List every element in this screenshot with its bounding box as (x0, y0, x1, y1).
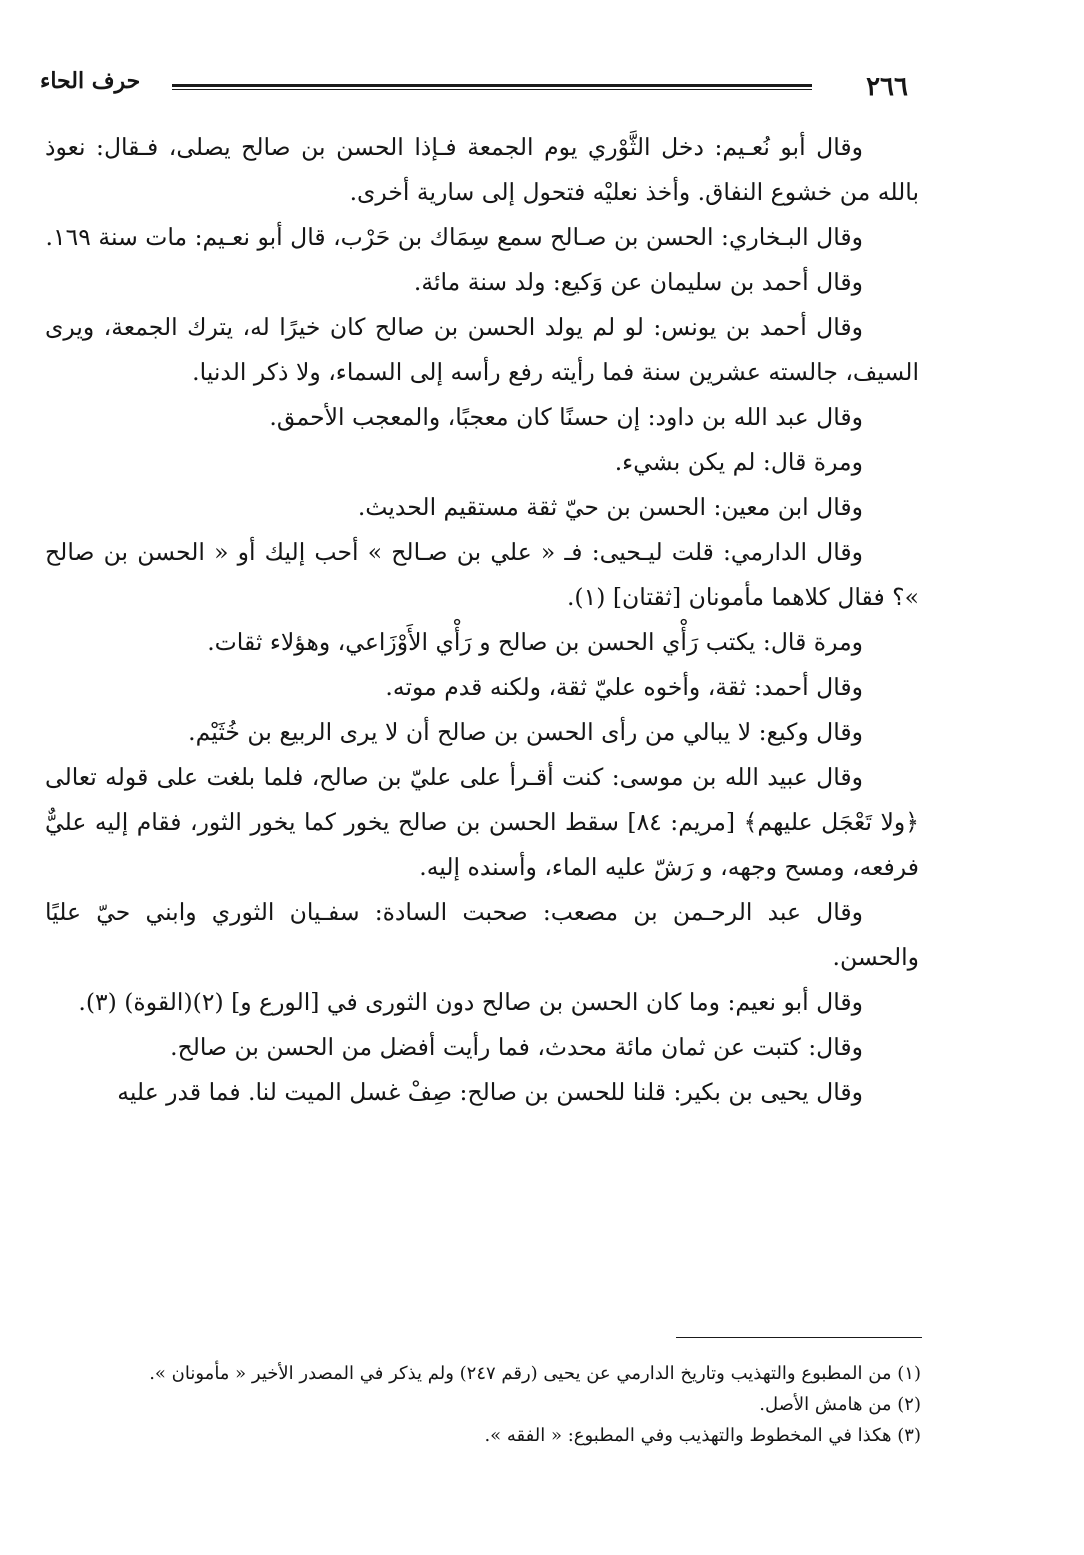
header-rule (172, 84, 812, 87)
paragraph: وقال عبيد الله بن موسى: كنت أقـرأ على عليّ بن صالح، فلما بلغت على قوله تعالى ﴿ولا تَعْجَل عليهم﴾ [مريم: ٨٤] سقط الحسن بن صالح يخور كما يخور الثور، فقام إليه عليٌّ فرفعه، ومسح وجهه، و رَشّ عليه الماء، وأسنده إليه. (45, 763, 919, 881)
paragraph: وقال أحمد: ثقة، وأخوه عليّ ثقة، ولكنه قدم موته. (385, 673, 863, 701)
paragraph: وقال الدارمي: قلت ليـحيى: فـ « علي بن صـالح » أحب إليك أو « الحسن بن صالح »؟ فقال كلاهما مأمونان [ثقتان] (١). (45, 538, 919, 611)
paragraph: ومرة قال: لم يكن بشيء. (614, 448, 863, 476)
paragraph: وقال أبو نُعـيم: دخل الثَّوْري يوم الجمعة فـإذا الحسن بن صالح يصلى، فـقال: نعوذ بالله من خشوع النفاق. وأخذ نعليْه فتحول إلى سارية أخرى. (45, 133, 919, 206)
paragraph: وقال عبد الله بن داود: إن حسنًا كان معجبًا، والمعجب الأحمق. (269, 403, 863, 431)
running-title: حرف الحاء (40, 68, 141, 94)
footnote: (٣) هكذا في المخطوط والتهذيب وفي المطبوع: « الفقه ». (484, 1425, 921, 1446)
paragraph: وقال البـخاري: الحسن بن صـالح سمع سِمَاك بن حَرْب، قال أبو نعـيم: مات سنة ١٦٩. (45, 223, 863, 251)
paragraph: وقال ابن معين: الحسن بن حيّ ثقة مستقيم الحديث. (357, 493, 863, 521)
paragraph: وقال أحمد بن يونس: لو لم يولد الحسن بن صالح كان خيرًا له، يترك الجمعة، ويرى السيف، جالسته عشرين سنة فما رأيته رفع رأسه إلى السماء، ولا ذكر الدنيا. (45, 313, 919, 386)
main-text (45, 125, 919, 1115)
paragraph: وقال عبد الرحـمن بن مصعب: صحبت السادة: سفـيان الثوري وابني حيّ عليًا والحسن. (45, 898, 919, 971)
footnote-separator (676, 1337, 922, 1338)
footnote: (٢) من هامش الأصل. (759, 1394, 921, 1415)
footnotes (45, 1358, 921, 1451)
page-number: ٢٦٦ (866, 72, 908, 102)
paragraph: وقال وكيع: لا يبالي من رأى الحسن بن صالح أن لا يرى الربيع بن خُثَيْم. (188, 718, 863, 746)
paragraph: ومرة قال: يكتب رَأْي الحسن بن صالح و رَأْي الأَوْزَاعي، وهؤلاء ثقات. (207, 628, 863, 656)
paragraph: وقال يحيى بن بكير: قلنا للحسن بن صالح: صِفْ غسل الميت لنا. فما قدر عليه (117, 1078, 863, 1106)
paragraph: وقال أبو نعيم: وما كان الحسن بن صالح دون الثورى في [الورع و] (٢)(القوة) (٣). (78, 988, 863, 1016)
paragraph: وقال أحمد بن سليمان عن وَكيع: ولد سنة مائة. (413, 268, 863, 296)
page-header (40, 66, 908, 106)
footnote: (١) من المطبوع والتهذيب وتاريخ الدارمي عن يحيى (رقم ٢٤٧) ولم يذكر في المصدر الأخير « مأمونان ». (149, 1363, 921, 1384)
paragraph: وقال: كتبت عن ثمان مائة محدث، فما رأيت أفضل من الحسن بن صالح. (170, 1033, 863, 1061)
